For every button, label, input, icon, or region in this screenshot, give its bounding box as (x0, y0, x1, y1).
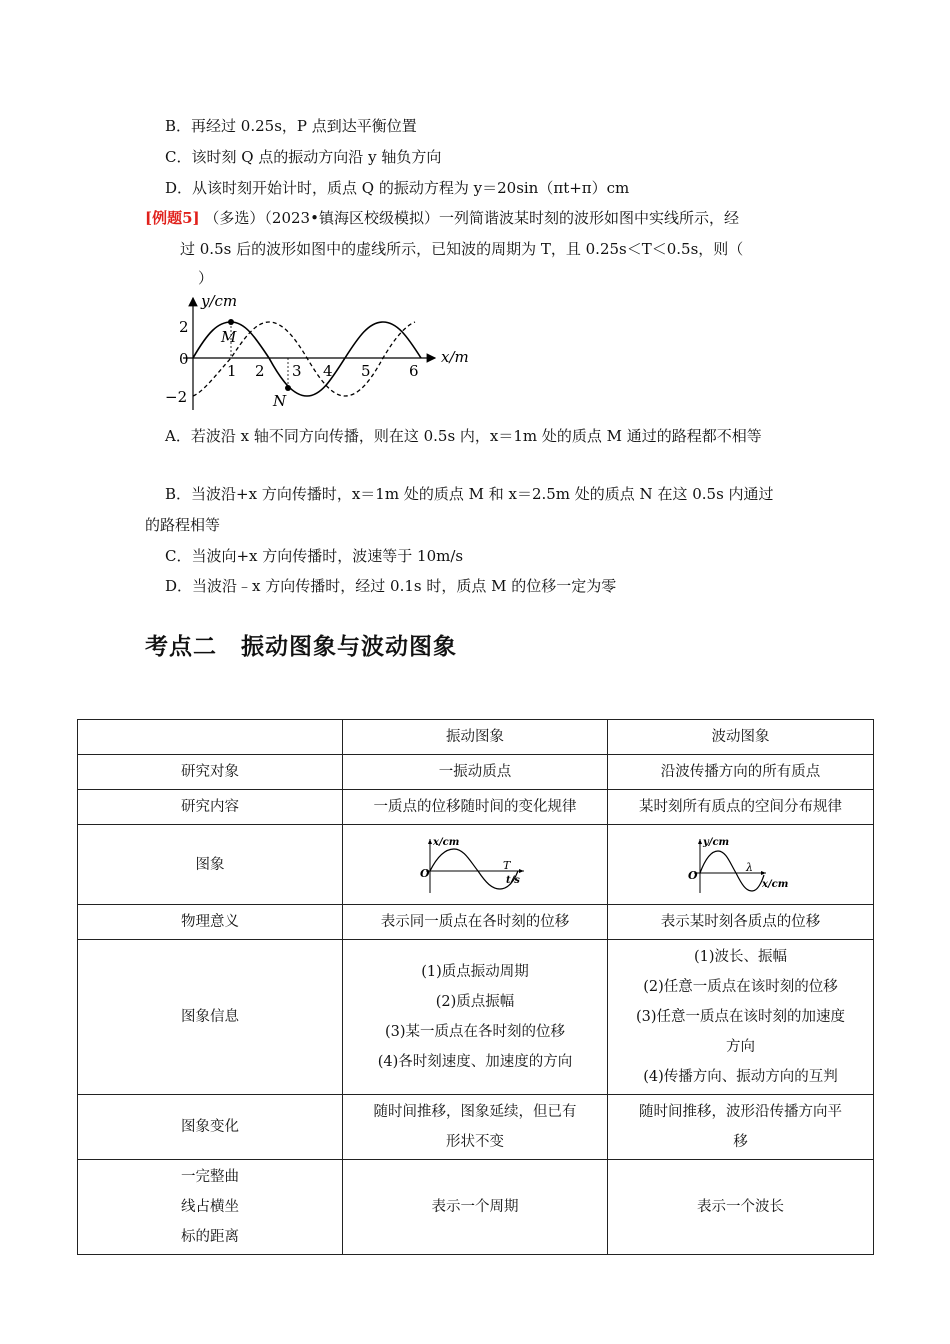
info-wave-4: (4)传播方向、振动方向的互判 (643, 1069, 838, 1085)
change-vib-1: 随时间推移，图象延续，但已有 (373, 1104, 577, 1120)
x-tick-4: 4 (323, 362, 333, 380)
row-label-change: 图象变化 (78, 1095, 343, 1160)
cell-wave-object: 沿波传播方向的所有质点 (608, 755, 874, 790)
change-vib-2: 形状不变 (446, 1134, 504, 1150)
example-5-line-1 (145, 208, 739, 228)
svg-text:t/s: t/s (506, 874, 520, 886)
info-vib-4: (4)各时刻速度、加速度的方向 (377, 1054, 573, 1070)
y-axis-label: y/cm (201, 292, 238, 310)
example-5-stem-1: （多选）（2023•镇海区校级模拟）一列简谐波某时刻的波形如图中实线所示，经 (204, 209, 739, 227)
svg-text:λ: λ (745, 860, 753, 874)
x-tick-6: 6 (409, 362, 419, 380)
svg-text:O: O (420, 866, 430, 880)
cell-wave-info (608, 940, 874, 1095)
info-wave-2: (2)任意一质点在该时刻的位移 (643, 979, 838, 995)
info-wave-3b: 方向 (726, 1039, 755, 1055)
table-row (78, 1160, 874, 1255)
cell-vib-content: 一质点的位移随时间的变化规律 (343, 790, 608, 825)
y-tick-0: 0 (179, 350, 189, 368)
header-wave: 波动图象 (608, 720, 874, 755)
wave-figure (163, 292, 483, 416)
cell-vib-distance: 表示一个周期 (343, 1160, 608, 1255)
cell-wave-content: 某时刻所有质点的空间分布规律 (608, 790, 874, 825)
label-m: M (221, 328, 237, 346)
row-label-meaning: 物理意义 (78, 905, 343, 940)
row-label-object: 研究对象 (78, 755, 343, 790)
info-wave-1: (1)波长、振幅 (693, 949, 788, 965)
change-wave-1: 随时间推移，波形沿传播方向平 (639, 1104, 842, 1120)
example-5-option-b-2: 的路程相等 (145, 516, 221, 534)
info-vib-2: (2)质点振幅 (435, 994, 515, 1010)
y-tick-2: 2 (179, 318, 189, 336)
cell-vib-meaning: 表示同一质点在各时刻的位移 (343, 905, 608, 940)
distance-label-1: 一完整曲 (181, 1169, 239, 1185)
example-5-option-a: A．若波沿 x 轴不同方向传播，则在这 0.5s 内，x＝1m 处的质点 M 通过的路程都不相等 (165, 427, 762, 445)
table-header-row (78, 720, 874, 755)
point-n (285, 385, 291, 391)
x-tick-5: 5 (361, 362, 371, 380)
example-5-option-c: C．当波向+x 方向传播时，波速等于 10m/s (165, 547, 464, 565)
change-wave-2: 移 (733, 1134, 748, 1150)
label-n: N (273, 392, 287, 410)
option-d-text: D．从该时刻开始计时，质点 Q 的振动方程为 y＝20sin（πt+π）cm (165, 179, 630, 197)
x-axis-label: x/m (441, 348, 469, 366)
svg-text:x/cm: x/cm (761, 878, 788, 890)
x-tick-1: 1 (227, 362, 237, 380)
cell-wave-meaning: 表示某时刻各质点的位移 (608, 905, 874, 940)
row-label-distance (78, 1160, 343, 1255)
row-label-content: 研究内容 (78, 790, 343, 825)
x-tick-3: 3 (292, 362, 302, 380)
header-vibration: 振动图象 (343, 720, 608, 755)
distance-label-3: 标的距离 (181, 1229, 239, 1245)
table-row (78, 790, 874, 825)
section-title: 考点二 振动图象与波动图象 (145, 634, 457, 660)
cell-vib-info (343, 940, 608, 1095)
cell-wave-graph (608, 825, 874, 905)
svg-text:O: O (687, 868, 698, 882)
distance-label-2: 线占横坐 (181, 1199, 239, 1215)
example-5-option-d: D．当波沿﹣x 方向传播时，经过 0.1s 时，质点 M 的位移一定为零 (165, 577, 617, 595)
table-row (78, 905, 874, 940)
row-label-image: 图象 (78, 825, 343, 905)
info-vib-3: (3)某一质点在各时刻的位移 (384, 1024, 566, 1040)
point-m (228, 319, 234, 325)
option-b-text: B．再经过 0.25s，P 点到达平衡位置 (165, 117, 417, 135)
cell-vib-change (343, 1095, 608, 1160)
svg-text:x/cm: x/cm (433, 836, 460, 848)
table-row (78, 1095, 874, 1160)
svg-text:T: T (503, 858, 511, 872)
example-tag: [例题5] (145, 209, 200, 227)
comparison-table (77, 719, 874, 1255)
option-c-text: C．该时刻 Q 点的振动方向沿 y 轴负方向 (165, 148, 442, 166)
cell-vib-object: 一振动质点 (343, 755, 608, 790)
header-empty (78, 720, 343, 755)
example-5-stem-2: 过 0.5s 后的波形如图中的虚线所示，已知波的周期为 T，且 0.25s＜T＜0.5s，则（ (180, 240, 744, 258)
cell-wave-change (608, 1095, 874, 1160)
svg-text:y/cm: y/cm (702, 836, 729, 848)
table-row (78, 755, 874, 790)
row-label-info: 图象信息 (78, 940, 343, 1095)
y-tick-neg2: −2 (165, 388, 188, 406)
info-vib-1: (1)质点振动周期 (421, 964, 529, 980)
example-5-stem-3: ） (198, 269, 214, 287)
table-row (78, 825, 874, 905)
info-wave-3: (3)任意一质点在该时刻的加速度 (635, 1009, 846, 1025)
cell-wave-distance: 表示一个波长 (608, 1160, 874, 1255)
x-tick-2: 2 (255, 362, 265, 380)
example-5-option-b-1: B．当波沿+x 方向传播时，x＝1m 处的质点 M 和 x＝2.5m 处的质点 N 在这 0.5s 内通过 (165, 485, 774, 503)
cell-vib-graph (343, 825, 608, 905)
table-row (78, 940, 874, 1095)
